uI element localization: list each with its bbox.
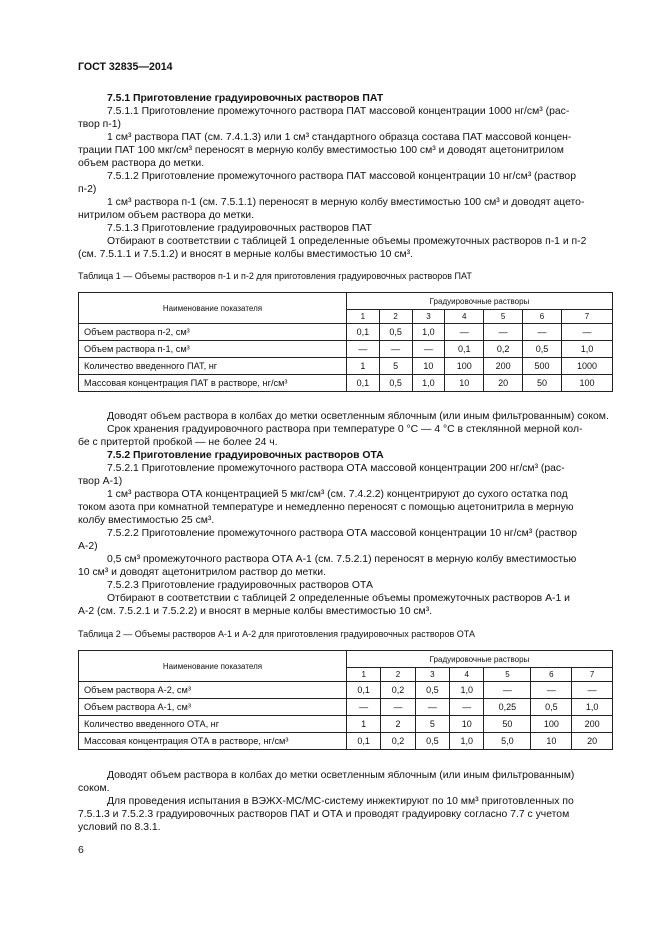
solution-number: 5: [484, 310, 523, 324]
paragraph-line: бе с притертой пробкой — не более 24 ч.: [78, 437, 278, 448]
table-cell: —: [572, 682, 613, 699]
table-cell: —: [531, 682, 572, 699]
table-cell: 1,0: [412, 375, 445, 392]
table-cell: 1: [347, 716, 381, 733]
paragraph-line: Для проведения испытания в ВЭЖХ-МС/МС-систему инжектируют по 10 мм³ приготовленных по: [107, 796, 574, 807]
paragraph-line: условий по 8.3.1.: [78, 822, 161, 833]
table-cell: 50: [484, 716, 531, 733]
table-cell: 200: [484, 358, 523, 375]
column-header: Наименование показателя: [79, 651, 347, 682]
table-cell: 0,5: [379, 375, 412, 392]
paragraph-line: п-2): [78, 184, 97, 195]
row-label: Массовая концентрация ОТА в растворе, нг/см³: [79, 733, 347, 750]
table-row: [79, 716, 613, 733]
document-code: ГОСТ 32835—2014: [78, 61, 173, 73]
table-cell: 0,1: [347, 324, 380, 341]
table-cell: 10: [412, 358, 445, 375]
paragraph-line: (см. 7.5.1.1 и 7.5.1.2) и вносят в мерные колбы вместимостью 10 см³.: [78, 249, 413, 260]
group-header: Градуировочные растворы: [347, 651, 613, 668]
solution-number: 1: [347, 668, 381, 682]
table-cell: —: [523, 324, 562, 341]
solution-number: 2: [379, 310, 412, 324]
solution-number: 4: [445, 310, 484, 324]
paragraph-line: соком.: [78, 783, 110, 794]
paragraph-line: трации ПАТ 100 мкг/см³ переносят в мерную колбу вместимостью 100 см³ и доводят ацетонитрилом: [78, 145, 564, 156]
paragraph-line: 7.5.1.3 и 7.5.2.3 градуировочных растворов ПАТ и ОТА и проводят градуировку согласно 7.7 с учетом: [78, 809, 570, 820]
solution-number: 1: [347, 310, 380, 324]
paragraph-line: 1 см³ раствора ПАТ (см. 7.4.1.3) или 1 см³ стандартного образца состава ПАТ массовой концен-: [107, 132, 572, 143]
row-label: Объем раствора А-1, см³: [79, 699, 347, 716]
table-caption: Таблица 1 — Объемы растворов п-1 и п-2 для приготовления градуировочных растворов ПАТ: [78, 271, 472, 281]
table-cell: 2: [381, 716, 415, 733]
section-heading: 7.5.2 Приготовление градуировочных растворов ОТА: [107, 450, 384, 461]
table-cell: 1: [347, 358, 380, 375]
table-cell: 100: [531, 716, 572, 733]
paragraph-line: объем раствора до метки.: [78, 158, 205, 169]
table-cell: 0,5: [531, 699, 572, 716]
table-cell: —: [347, 699, 381, 716]
table-cell: 0,2: [381, 733, 415, 750]
table-cell: —: [484, 324, 523, 341]
table-cell: 5,0: [484, 733, 531, 750]
table-cell: 0,2: [484, 341, 523, 358]
table-cell: 0,5: [379, 324, 412, 341]
table-row: [79, 733, 613, 750]
paragraph-line: 7.5.1.1 Приготовление промежуточного раствора ПАТ массовой концентрации 1000 нг/см³ (рас-: [107, 106, 570, 117]
paragraph-line: нитрилом объем раствора до метки.: [78, 210, 255, 221]
table-cell: 1,0: [572, 699, 613, 716]
table-caption: Таблица 2 — Объемы растворов А-1 и А-2 для приготовления градуировочных растворов ОТА: [78, 629, 476, 639]
table-cell: 20: [572, 733, 613, 750]
table-cell: 500: [523, 358, 562, 375]
table-cell: 50: [523, 375, 562, 392]
table-cell: 0,1: [347, 733, 381, 750]
table-cell: 1000: [561, 358, 612, 375]
table-cell: 1,0: [450, 733, 484, 750]
table-cell: —: [445, 324, 484, 341]
solution-number: 6: [523, 310, 562, 324]
page-number: 6: [78, 845, 84, 856]
paragraph-line: 7.5.2.3 Приготовление градуировочных растворов ОТА: [107, 580, 373, 591]
solution-number: 5: [484, 668, 531, 682]
row-label: Объем раствора п-1, см³: [79, 341, 347, 358]
paragraph-line: 7.5.2.1 Приготовление промежуточного раствора ОТА массовой концентрации 200 нг/см³ (рас-: [107, 463, 565, 474]
solution-number: 2: [381, 668, 415, 682]
solution-number: 6: [531, 668, 572, 682]
paragraph-line: 0,5 см³ промежуточного раствора ОТА А-1 (см. 7.5.2.1) переносят в мерную колбу вместимостью: [107, 554, 577, 565]
table-cell: 0,1: [347, 375, 380, 392]
table-cell: 1,0: [450, 682, 484, 699]
paragraph-line: Отбирают в соответствии с таблицей 1 определенные объемы промежуточных растворов п-1 и п-2: [107, 236, 587, 247]
table-cell: —: [415, 699, 449, 716]
table-row: [79, 358, 613, 375]
table-row: [79, 341, 613, 358]
table-2: [78, 650, 613, 750]
solution-number: 7: [572, 668, 613, 682]
paragraph-line: Отбирают в соответствии с таблицей 2 определенные объемы промежуточных растворов А-1 и: [107, 593, 570, 604]
paragraph-line: 7.5.2.2 Приготовление промежуточного раствора ОТА массовой концентрации 10 нг/см³ (раствор: [107, 528, 578, 539]
table-cell: —: [450, 699, 484, 716]
row-label: Массовая концентрация ПАТ в растворе, нг/см³: [79, 375, 347, 392]
paragraph-line: Доводят объем раствора в колбах до метки осветленным яблочным (или иным фильтрованным): [107, 770, 575, 781]
table-cell: 0,2: [381, 682, 415, 699]
paragraph-line: Срок хранения градуировочного раствора при температуре 0 °С — 4 °С в стеклянной мерной кол-: [107, 424, 583, 435]
table-cell: 0,1: [347, 682, 381, 699]
table-row: [79, 324, 613, 341]
paragraph-line: 7.5.1.3 Приготовление градуировочных растворов ПАТ: [107, 223, 372, 234]
paragraph-line: твор п-1): [78, 119, 121, 130]
table-cell: 0,5: [523, 341, 562, 358]
solution-number: 3: [415, 668, 449, 682]
table-cell: —: [561, 324, 612, 341]
table-cell: 0,25: [484, 699, 531, 716]
table-cell: 1,0: [561, 341, 612, 358]
table-cell: 0,5: [415, 682, 449, 699]
solution-number: 4: [450, 668, 484, 682]
row-label: Количество введенного ПАТ, нг: [79, 358, 347, 375]
table-cell: 20: [484, 375, 523, 392]
table-cell: 200: [572, 716, 613, 733]
table-cell: 100: [561, 375, 612, 392]
paragraph-line: 1 см³ раствора п-1 (см. 7.5.1.1) переносят в мерную колбу вместимостью 100 см³ и доводят ацето-: [107, 197, 585, 208]
group-header: Градуировочные растворы: [347, 293, 613, 310]
paragraph-line: колбу вместимостью 25 см³.: [78, 515, 215, 526]
section-heading: 7.5.1 Приготовление градуировочных растворов ПАТ: [107, 93, 384, 104]
table-cell: 5: [415, 716, 449, 733]
table-cell: 100: [445, 358, 484, 375]
table-1: [78, 292, 613, 392]
table-cell: —: [412, 341, 445, 358]
table-cell: 0,5: [415, 733, 449, 750]
paragraph-line: 10 см³ и доводят ацетонитрилом раствор до метки.: [78, 567, 326, 578]
table-cell: 1,0: [412, 324, 445, 341]
table-cell: 10: [531, 733, 572, 750]
table-row: [79, 375, 613, 392]
solution-number: 7: [561, 310, 612, 324]
paragraph-line: А-2 (см. 7.5.2.1 и 7.5.2.2) и вносят в мерные колбы вместимостью 10 см³.: [78, 606, 433, 617]
table-cell: —: [379, 341, 412, 358]
paragraph-line: А-2): [78, 541, 98, 552]
row-label: Объем раствора А-2, см³: [79, 682, 347, 699]
paragraph-line: Доводят объем раствора в колбах до метки осветленным яблочным (или иным фильтрованным) соком.: [107, 411, 609, 422]
paragraph-line: током азота при комнатной температуре и немедленно переносят с помощью ацетонитрила в мерную: [78, 502, 574, 513]
table-cell: 10: [450, 716, 484, 733]
paragraph-line: 7.5.1.2 Приготовление промежуточного раствора ПАТ массовой концентрации 10 нг/см³ (раствор: [107, 171, 576, 182]
row-label: Количество введенного ОТА, нг: [79, 716, 347, 733]
paragraph-line: твор А-1): [78, 476, 123, 487]
table-row: [79, 699, 613, 716]
table-cell: —: [484, 682, 531, 699]
table-cell: —: [381, 699, 415, 716]
table-row: [79, 682, 613, 699]
solution-number: 3: [412, 310, 445, 324]
table-cell: —: [347, 341, 380, 358]
table-cell: 0,1: [445, 341, 484, 358]
paragraph-line: 1 см³ раствора ОТА концентрацией 5 мкг/см³ (см. 7.4.2.2) концентрируют до сухого остатка под: [107, 489, 568, 500]
row-label: Объем раствора п-2, см³: [79, 324, 347, 341]
table-cell: 5: [379, 358, 412, 375]
column-header: Наименование показателя: [79, 293, 347, 324]
table-cell: 10: [445, 375, 484, 392]
